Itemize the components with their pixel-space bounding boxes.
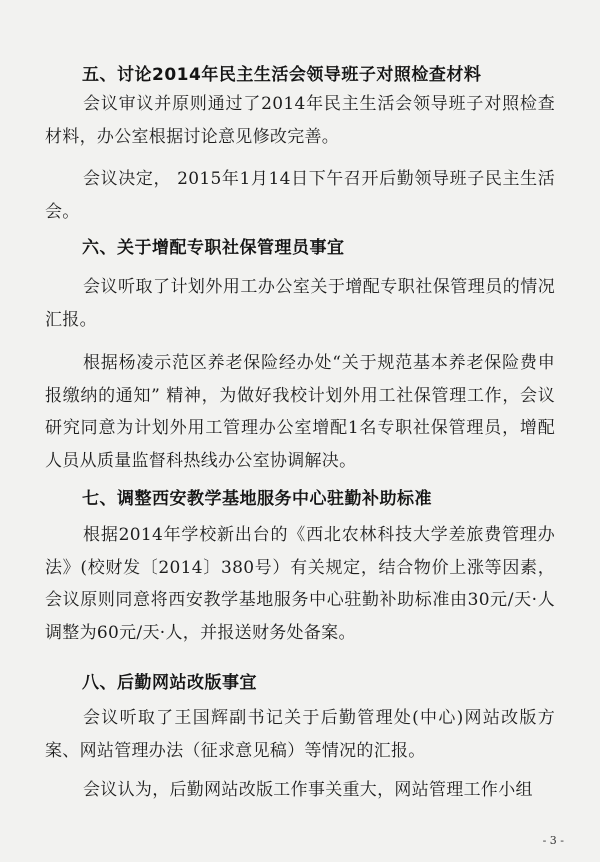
section-6-paragraph-1: 会议听取了计划外用工办公室关于增配专职社保管理员的情况汇报。 (45, 277, 555, 330)
section-heading-7: 七、调整西安教学基地服务中心驻勤补助标准 (82, 489, 432, 509)
page-number: - 3 - (542, 834, 564, 847)
section-heading-5: 五、讨论2014年民主生活会领导班子对照检查材料 (82, 65, 482, 85)
section-8-paragraph-1: 会议听取了王国辉副书记关于后勤管理处(中心)网站改版方案、网站管理办法（征求意见稿）等情况的汇报。 (45, 708, 555, 761)
section-5-paragraph-1: 会议审议并原则通过了2014年民主生活会领导班子对照检查材料，办公室根据讨论意见修改完善。 (45, 94, 555, 147)
section-5-paragraph-2: 会议决定， 2015年1月14日下午召开后勤领导班子民主生活会。 (45, 169, 555, 222)
section-7-paragraph-1: 根据2014年学校新出台的《西北农林科技大学差旅费管理办法》(校财发〔2014〕380号）有关规定，结合物价上涨等因素，会议原则同意将西安教学基地服务中心驻勤补助标准由30元/天·人调整为60元/天·人，并报送财务处备案。 (45, 525, 555, 643)
section-heading-6: 六、关于增配专职社保管理员事宜 (82, 238, 345, 258)
section-6-paragraph-2: 根据杨凌示范区养老保险经办处“关于规范基本养老保险费申报缴纳的通知” 精神，为做好我校计划外用工社保管理工作，会议研究同意为计划外用工管理办公室增配1名专职社保管理员，增配人员从质量监督科热线办公室协调解决。 (45, 353, 555, 471)
section-8-paragraph-2: 会议认为，后勤网站改版工作事关重大，网站管理工作小组 (83, 780, 533, 800)
section-heading-8: 八、后勤网站改版事宜 (82, 673, 257, 693)
